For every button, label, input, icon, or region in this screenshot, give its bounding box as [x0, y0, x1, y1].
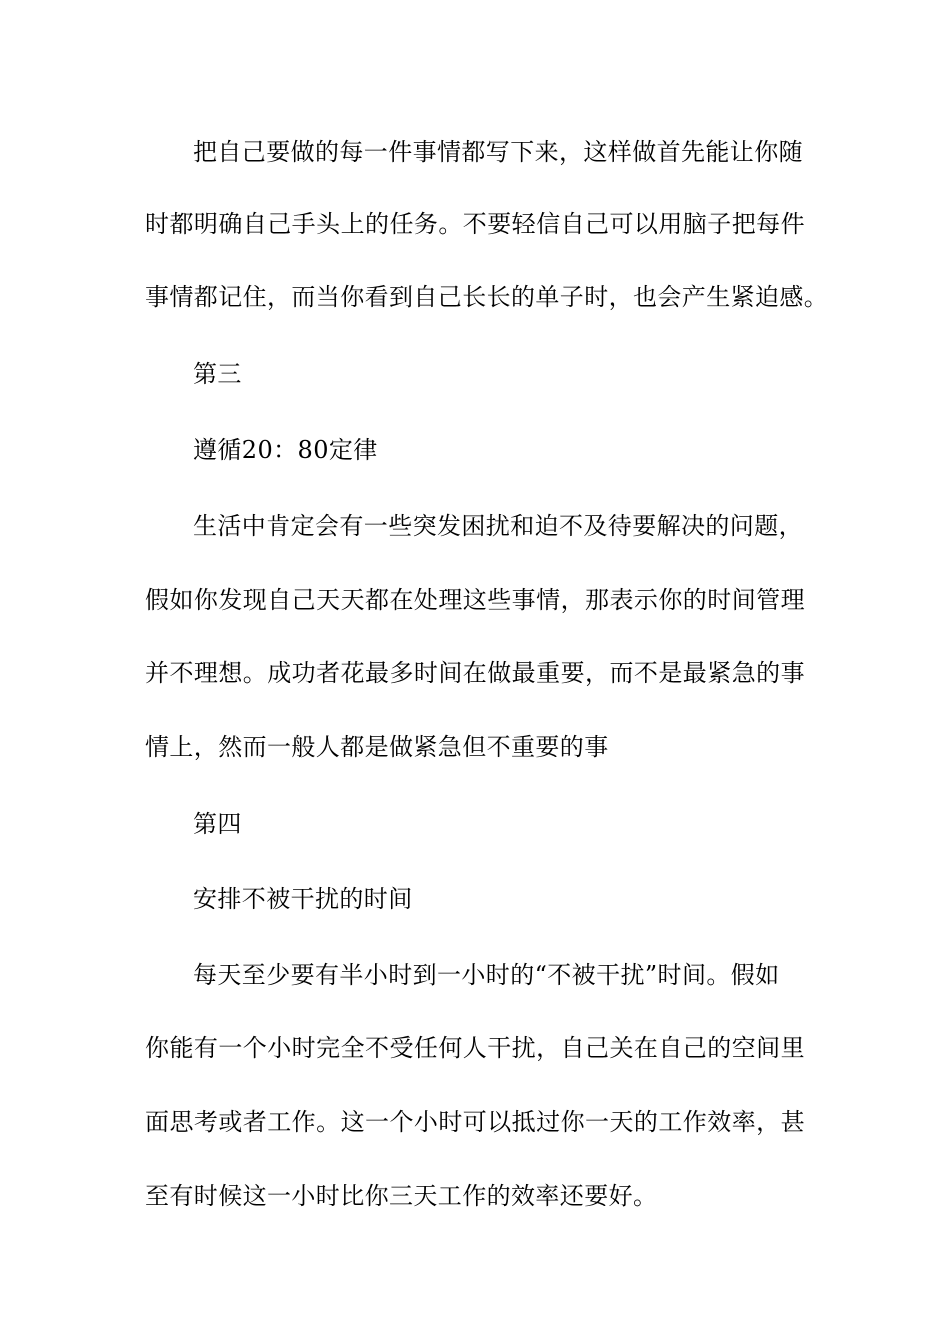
paragraph-line: 时都明确自己手头上的任务。不要轻信自己可以用脑子把每件	[145, 210, 805, 238]
paragraph-line: 面思考或者工作。这一个小时可以抵过你一天的工作效率，甚	[145, 1108, 805, 1136]
paragraph-line: 并不理想。成功者花最多时间在做最重要，而不是最紧急的事	[145, 659, 805, 687]
paragraph-line: 每天至少要有半小时到一小时的“不被干扰”时间。假如	[193, 961, 780, 989]
paragraph-line: 把自己要做的每一件事情都写下来，这样做首先能让你随	[193, 138, 803, 166]
paragraph-line: 你能有一个小时完全不受任何人干扰，自己关在自己的空间里	[145, 1034, 805, 1062]
section-subheading: 遵循20：80定律	[193, 436, 378, 464]
paragraph-line: 生活中肯定会有一些突发困扰和迫不及待要解决的问题，	[193, 512, 803, 540]
paragraph-line: 假如你发现自己天天都在处理这些事情，那表示你的时间管理	[145, 586, 805, 614]
paragraph-line: 至有时候这一小时比你三天工作的效率还要好。	[145, 1182, 658, 1210]
paragraph-line: 情上，然而一般人都是做紧急但不重要的事	[145, 733, 609, 761]
section-heading: 第四	[193, 810, 242, 838]
section-subheading: 安排不被干扰的时间	[193, 885, 413, 913]
section-heading: 第三	[193, 360, 242, 388]
paragraph-line: 事情都记住，而当你看到自己长长的单子时，也会产生紧迫感。	[145, 283, 829, 311]
